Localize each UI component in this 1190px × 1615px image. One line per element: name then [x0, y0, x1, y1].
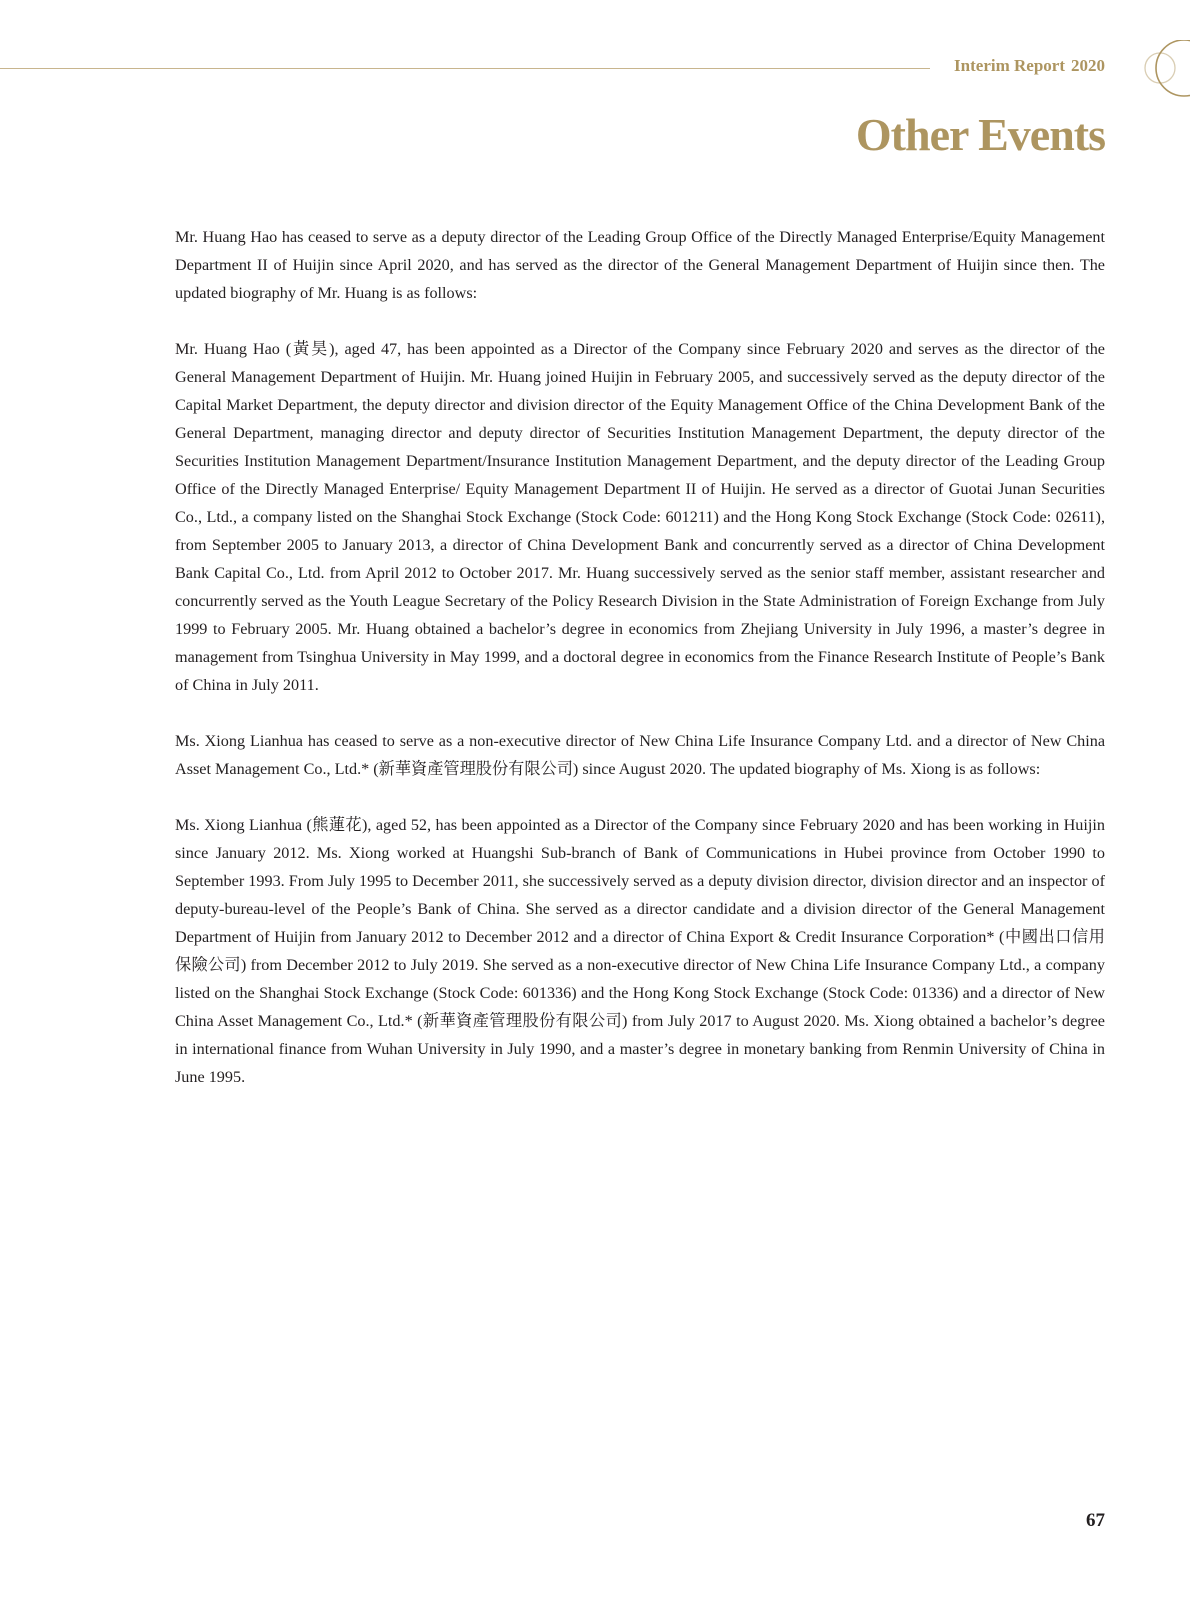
- double-circle-ornament-icon: [1120, 40, 1190, 100]
- paragraph-xiong-biography: Ms. Xiong Lianhua (熊蓮花), aged 52, has been appointed as a Director of the Company since February 2020 and has been working in Huijin since January 2012. Ms. Xiong worked at Huangshi Sub-branch of Bank of Communications in Hubei province from October 1990 to September 1993. From July 1995 to December 2011, she successively served as a deputy division director, division director and an inspector of deputy-bureau-level of the People’s Bank of China. She served as a director candidate and a division director of the General Management Department of Huijin from January 2012 to December 2012 and a director of China Export & Credit Insurance Corporation* (中國出口信用保險公司) from December 2012 to July 2019. She served as a non-executive director of New China Life Insurance Company Ltd., a company listed on the Shanghai Stock Exchange (Stock Code: 601336) and the Hong Kong Stock Exchange (Stock Code: 01336) and a director of New China Asset Management Co., Ltd.* (新華資產管理股份有限公司) from July 2017 to August 2020. Ms. Xiong obtained a bachelor’s degree in international finance from Wuhan University in July 1990, and a master’s degree in monetary banking from Renmin University of China in June 1995.: [175, 816, 1105, 1086]
- header-rule: [0, 68, 930, 69]
- report-year: 2020: [1071, 56, 1105, 75]
- paragraph-xiong-change: Ms. Xiong Lianhua has ceased to serve as a non-executive director of New China Life Insurance Company Ltd. and a director of New China Asset Management Co., Ltd.* (新華資產管理股份有限公司) since August 2020. The updated biography of Ms. Xiong is as follows:: [175, 732, 1105, 778]
- body-content: [175, 223, 1105, 1119]
- paragraph-huang-change: Mr. Huang Hao has ceased to serve as a deputy director of the Leading Group Office of the Directly Managed Enterprise/Equity Management Department II of Huijin since April 2020, and has served as the director of the General Management Department of Huijin since then. The updated biography of Mr. Huang is as follows:: [175, 228, 1105, 302]
- page-number: 67: [1086, 1510, 1105, 1531]
- report-title: Interim Report: [954, 56, 1065, 75]
- paragraph-huang-biography: Mr. Huang Hao (黃昊), aged 47, has been appointed as a Director of the Company since February 2020 and serves as the director of the General Management Department of Huijin. Mr. Huang joined Huijin in February 2005, and successively served as the deputy director of the Capital Market Department, the deputy director and division director of the Equity Management Office of the China Development Bank of the General Department, managing director and deputy director of Securities Institution Management Department, the deputy director of the Securities Institution Management Department/Insurance Institution Management Department, and the deputy director of the Leading Group Office of the Directly Managed Enterprise/ Equity Management Department II of Huijin. He served as a director of Guotai Junan Securities Co., Ltd., a company listed on the Shanghai Stock Exchange (Stock Code: 601211) and the Hong Kong Stock Exchange (Stock Code: 02611), from September 2005 to January 2013, a director of China Development Bank and concurrently served as a director of China Development Bank Capital Co., Ltd. from April 2012 to October 2017. Mr. Huang successively served as the senior staff member, assistant researcher and concurrently served as the Youth League Secretary of the Policy Research Division in the State Administration of Foreign Exchange from July 1999 to February 2005. Mr. Huang obtained a bachelor’s degree in economics from Zhejiang University in July 1996, a master’s degree in management from Tsinghua University in May 1999, and a doctoral degree in economics from the Finance Research Institute of People’s Bank of China in July 2011.: [175, 340, 1105, 694]
- report-header-label: [954, 56, 1105, 76]
- page-title: Other Events: [855, 109, 1105, 160]
